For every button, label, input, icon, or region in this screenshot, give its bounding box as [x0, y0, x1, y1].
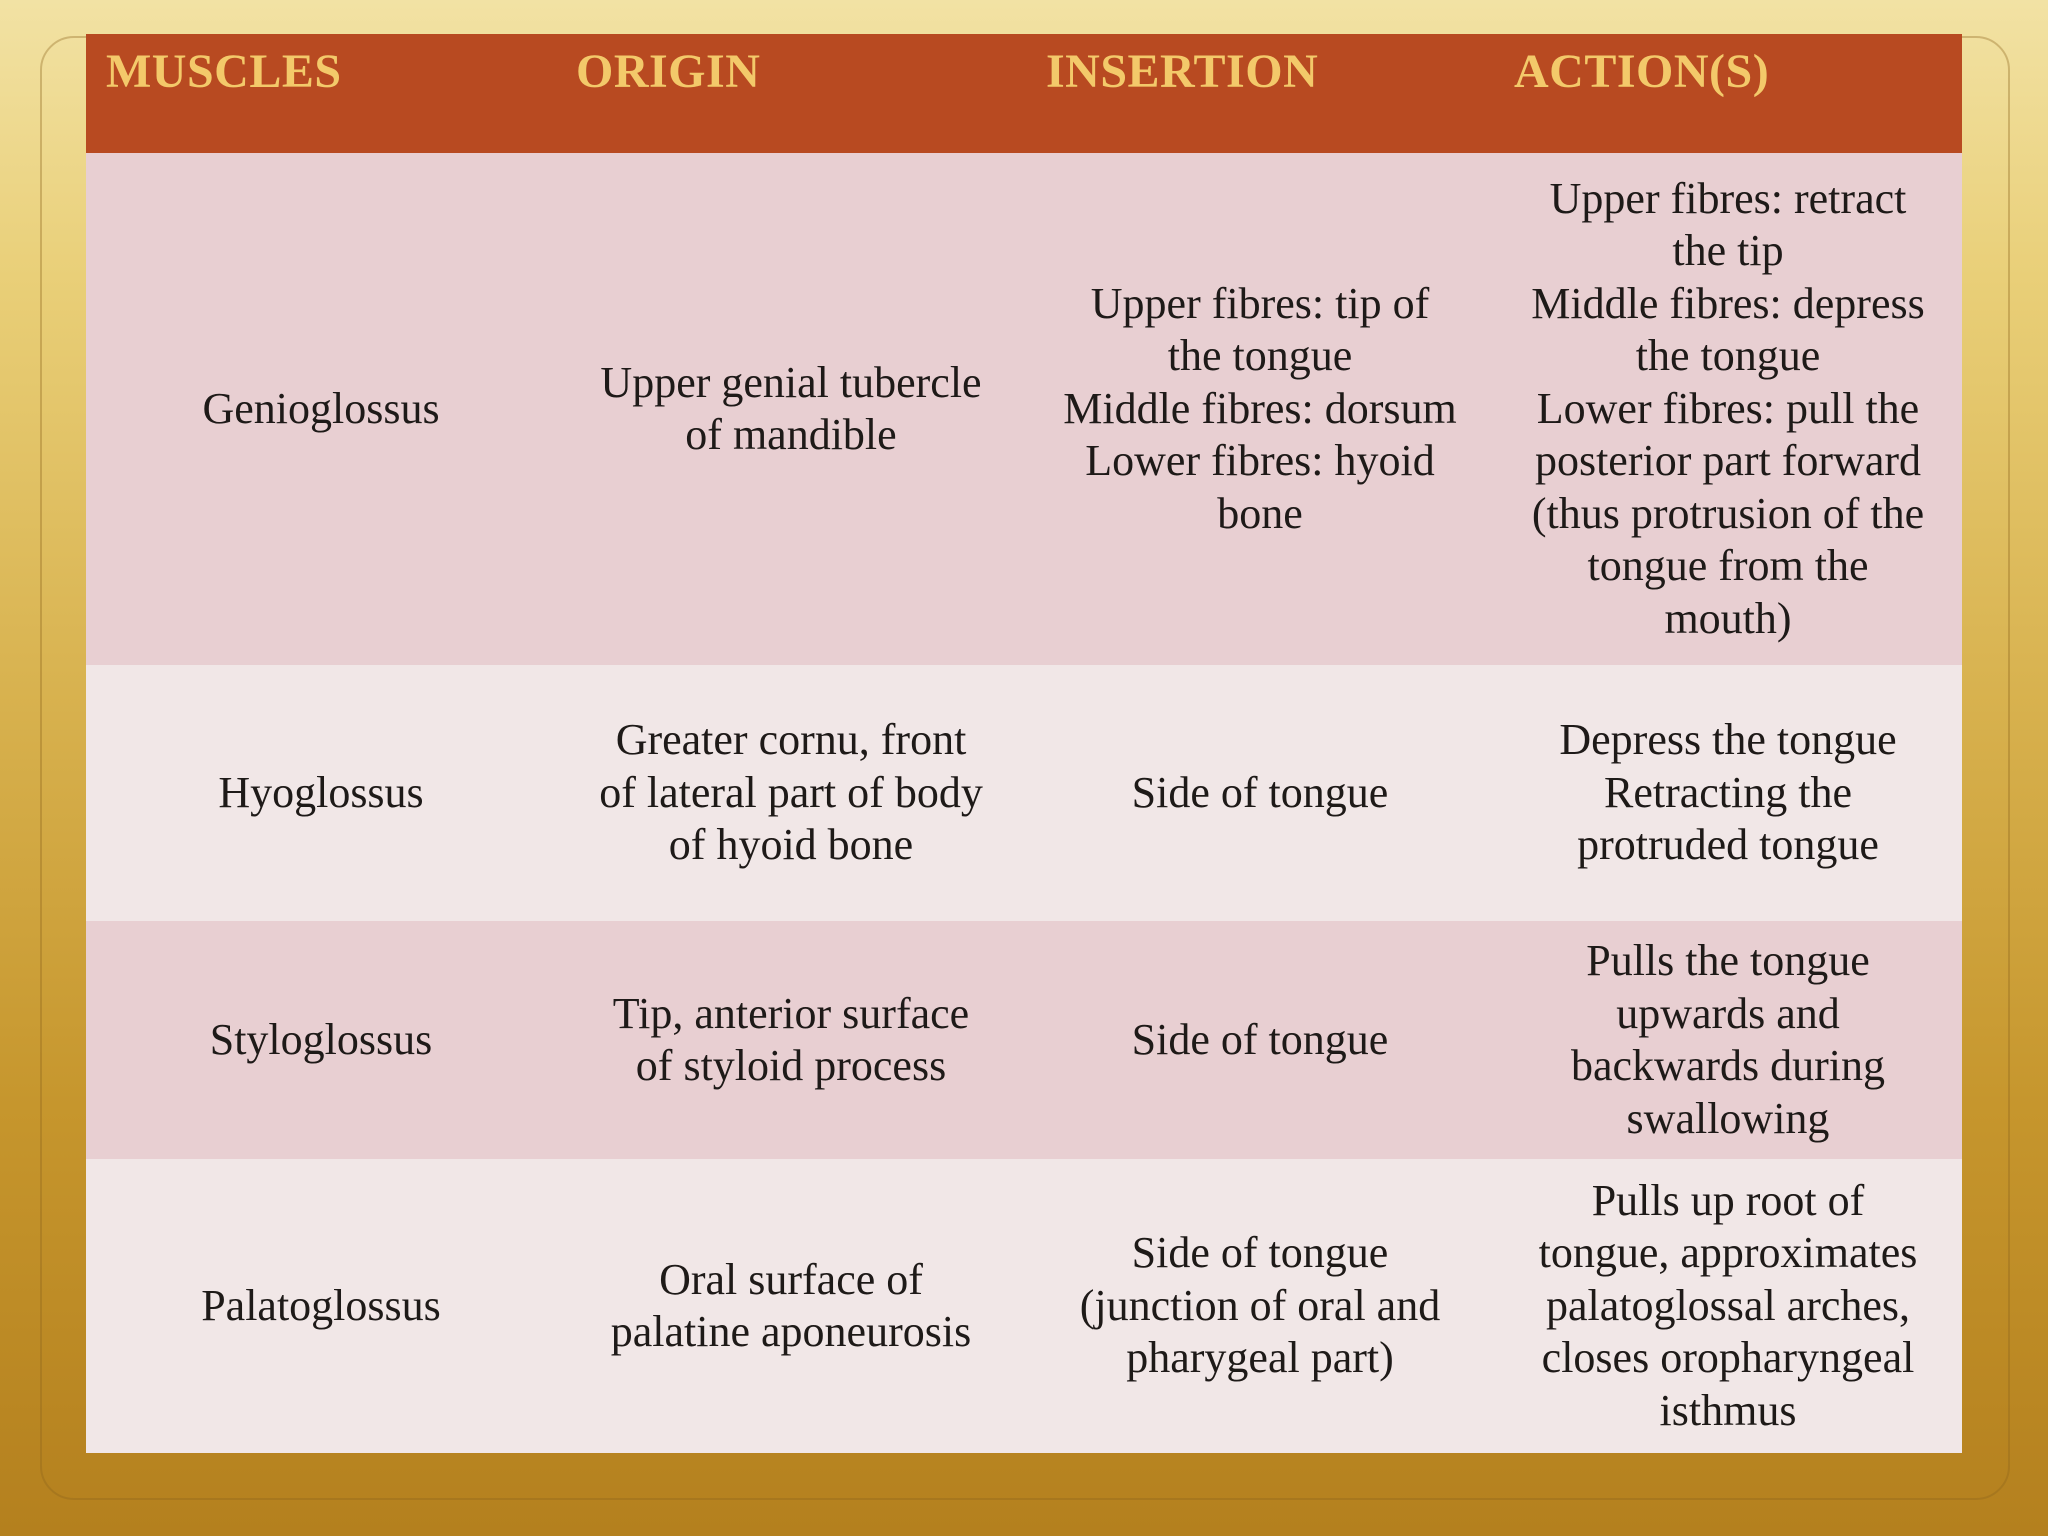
action-cell: Upper fibres: retract the tip Middle fibres: depress the tongue Lower fibres: pull the posterior part forward (thus protrusion of the tongue from the mouth) — [1531, 173, 1925, 643]
header-origin: ORIGIN — [576, 45, 761, 98]
action-cell: Pulls up root of tongue, approximates palatoglossal arches, closes oropharyngeal isthmus — [1538, 1175, 1918, 1435]
muscles-table — [86, 34, 1962, 1453]
header-muscles: MUSCLES — [106, 45, 342, 98]
muscles-table-container — [86, 34, 1962, 1453]
table-row — [86, 1159, 1962, 1453]
muscle-cell: Palatoglossus — [201, 1280, 441, 1330]
insertion-cell: Upper fibres: tip of the tongue Middle fibres: dorsum Lower fibres: hyoid bone — [1063, 278, 1457, 538]
header-insertion: INSERTION — [1046, 45, 1319, 98]
muscle-cell: Hyoglossus — [218, 767, 424, 817]
table-row — [86, 921, 1962, 1159]
origin-cell: Tip, anterior surface of styloid process — [612, 988, 970, 1090]
table-row — [86, 153, 1962, 665]
insertion-cell: Side of tongue — [1131, 1014, 1389, 1064]
table-header — [86, 34, 1962, 153]
table-body — [86, 153, 1962, 1453]
header-row — [86, 34, 1962, 153]
header-actions: ACTION(S) — [1514, 45, 1770, 98]
table-row — [86, 665, 1962, 921]
insertion-cell: Side of tongue — [1131, 767, 1389, 817]
muscle-cell: Genioglossus — [202, 383, 440, 433]
origin-cell: Oral surface of palatine aponeurosis — [610, 1254, 972, 1356]
action-cell: Depress the tongue Retracting the protruded tongue — [1559, 715, 1897, 870]
insertion-cell: Side of tongue (junction of oral and pharygeal part) — [1079, 1228, 1441, 1383]
action-cell: Pulls the tongue upwards and backwards during swallowing — [1570, 936, 1885, 1143]
origin-cell: Upper genial tubercle of mandible — [600, 357, 982, 459]
origin-cell: Greater cornu, front of lateral part of body of hyoid bone — [599, 715, 983, 870]
muscle-cell: Styloglossus — [209, 1014, 433, 1064]
